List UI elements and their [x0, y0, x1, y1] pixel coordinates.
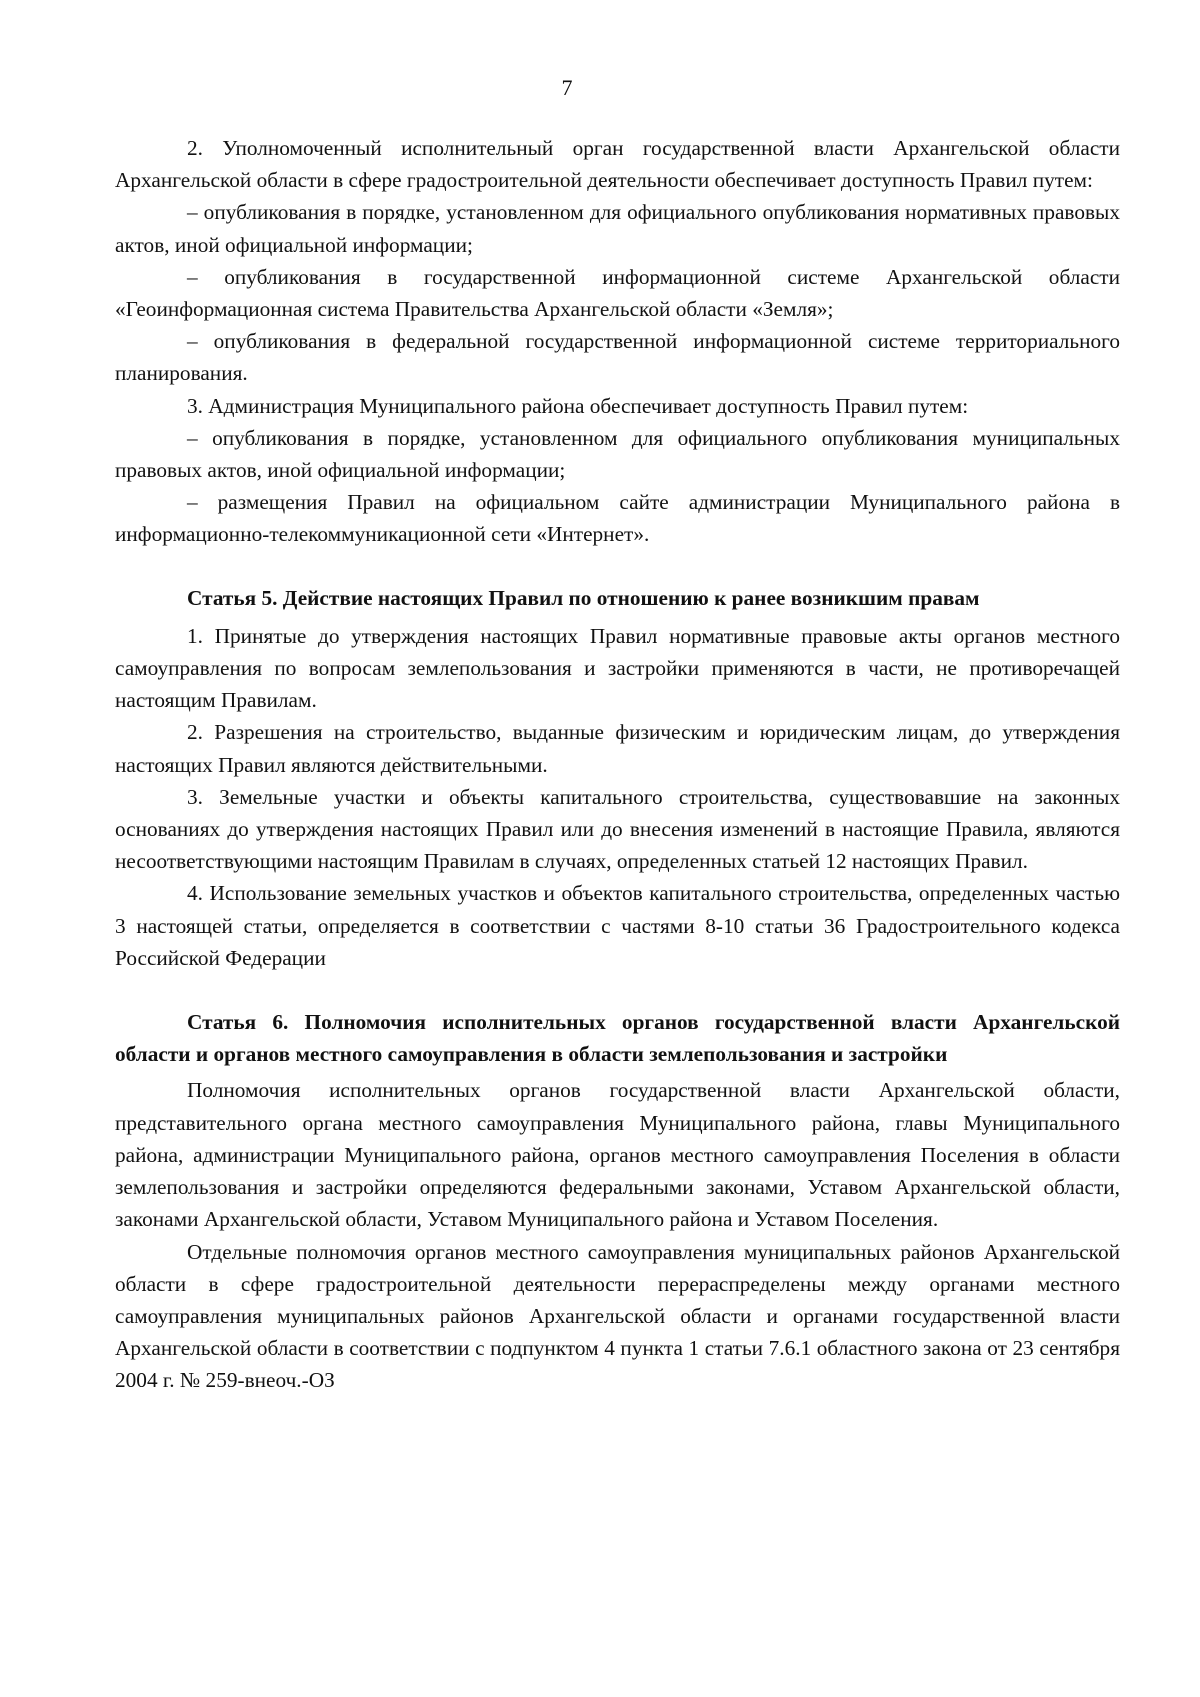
- article-5-paragraph-3: 3. Земельные участки и объекты капитального строительства, существовавшие на законных основаниях до утверждения настоящих Правил или до внесения изменений в настоящие Правила, являются несоответствующими настоящим Правилам в случаях, определенных статьей 12 настоящих Правил.: [115, 784, 1120, 874]
- article-6-paragraph-1: Полномочия исполнительных органов государственной власти Архангельской области, представительного органа местного самоуправления Муниципального района, главы Муниципального района, администрации Муниципального района, органов местного самоуправления Поселения в области землепользования и застройки определяются федеральными законами, Уставом Архангельской области, законами Архангельской области, Уставом Муниципального района и Уставом Поселения.: [115, 1078, 1120, 1232]
- list-item-municipal-publication: – опубликования в порядке, установленном для официального опубликования муниципальных правовых актов, иной официальной информации;: [115, 425, 1120, 483]
- document-body: [115, 132, 1120, 1397]
- page-number: 7: [561, 75, 573, 100]
- article-6-heading: Статья 6. Полномочия исполнительных органов государственной власти Архангельской области и органов местного самоуправления в области землепользования и застройки: [115, 1010, 1120, 1067]
- list-item-website-placement: – размещения Правил на официальном сайте администрации Муниципального района в информационно-телекоммуникационной сети «Интернет».: [115, 490, 1120, 547]
- list-item-official-publication: – опубликования в порядке, установленном для официального опубликования нормативных правовых актов, иной официальной информации;: [115, 200, 1120, 257]
- article-5-paragraph-1: 1. Принятые до утверждения настоящих Правил нормативные правовые акты органов местного самоуправления по вопросам землепользования и застройки применяются в части, не противоречащей настоящим Правилам.: [115, 623, 1120, 713]
- paragraph-2-authorized-body: 2. Уполномоченный исполнительный орган государственной власти Архангельской области Архангельской области в сфере градостроительной деятельности обеспечивает доступность Правил путем:: [115, 136, 1120, 193]
- paragraph-3-administration: 3. Администрация Муниципального района обеспечивает доступность Правил путем:: [187, 393, 969, 418]
- article-5-paragraph-2: 2. Разрешения на строительство, выданные физическим и юридическим лицам, до утверждения настоящих Правил являются действительными.: [115, 720, 1120, 777]
- article-6-paragraph-2: Отдельные полномочия органов местного самоуправления муниципальных районов Архангельской области в сфере градостроительной деятельности перераспределены между органами местного самоуправления муниципальных районов Архангельской области и органами государственной власти Архангельской области в соответствии с подпунктом 4 пункта 1 статьи 7.6.1 областного закона от 23 сентября 2004 г. № 259-внеоч.-ОЗ: [115, 1239, 1120, 1393]
- article-5-heading: Статья 5. Действие настоящих Правил по отношению к ранее возникшим правам: [187, 585, 980, 610]
- list-item-geoinformation-system: – опубликования в государственной информационной системе Архангельской области «Геоинформационная система Правительства Архангельской области «Земля»;: [115, 264, 1120, 322]
- article-5-paragraph-4: 4. Использование земельных участков и объектов капитального строительства, определенных частью 3 настоящей статьи, определяется в соответствии с частями 8-10 статьи 36 Градостроительного кодекса Российской Федерации: [115, 881, 1120, 970]
- list-item-federal-system: – опубликования в федеральной государственной информационной системе территориального планирования.: [115, 329, 1120, 386]
